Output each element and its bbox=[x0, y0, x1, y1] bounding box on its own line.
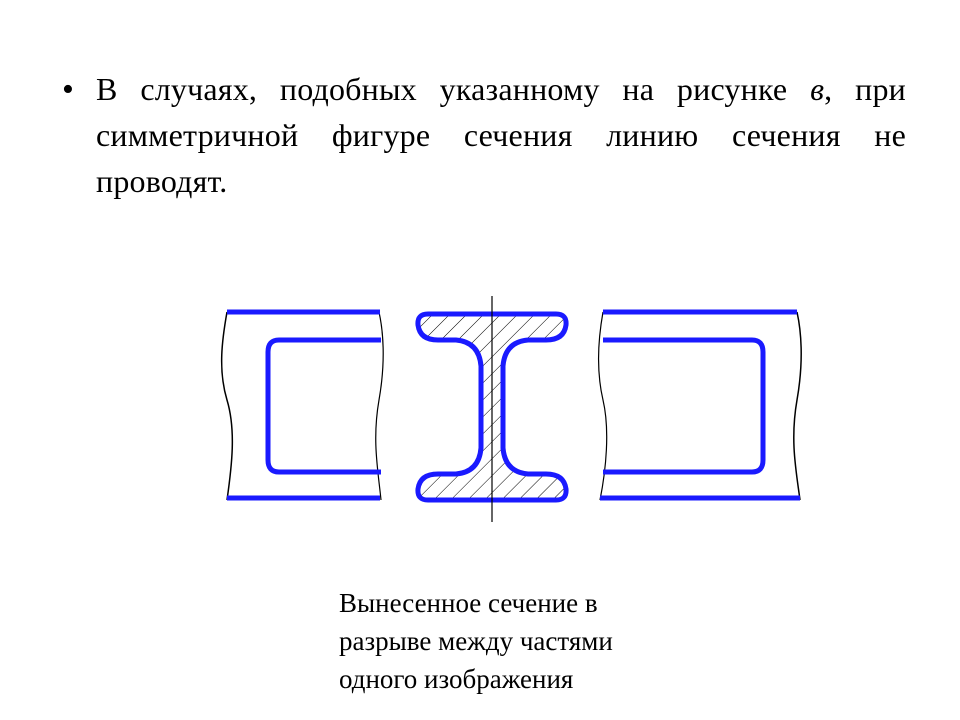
bullet-dot-icon: • bbox=[62, 71, 74, 108]
right-part-break-line-outer bbox=[794, 312, 801, 500]
bullet-text-italic-letter: в bbox=[810, 71, 825, 107]
bullet-text-part-1: В случаях, подобных указанному на рисунке bbox=[96, 71, 811, 107]
caption-line-1: Вынесенное сечение в bbox=[339, 588, 598, 618]
left-part-inner-contour bbox=[268, 340, 381, 472]
bullet-text-part-2: , при симметричной фигуре сечения линию сечения не проводят. bbox=[96, 71, 906, 199]
figure-caption bbox=[339, 584, 679, 698]
caption-line-3: одного изображения bbox=[339, 664, 574, 694]
left-part-break-line-outer bbox=[222, 312, 233, 500]
right-part-inner-contour bbox=[603, 340, 763, 472]
caption-line-2: разрыве между частями bbox=[339, 626, 613, 656]
